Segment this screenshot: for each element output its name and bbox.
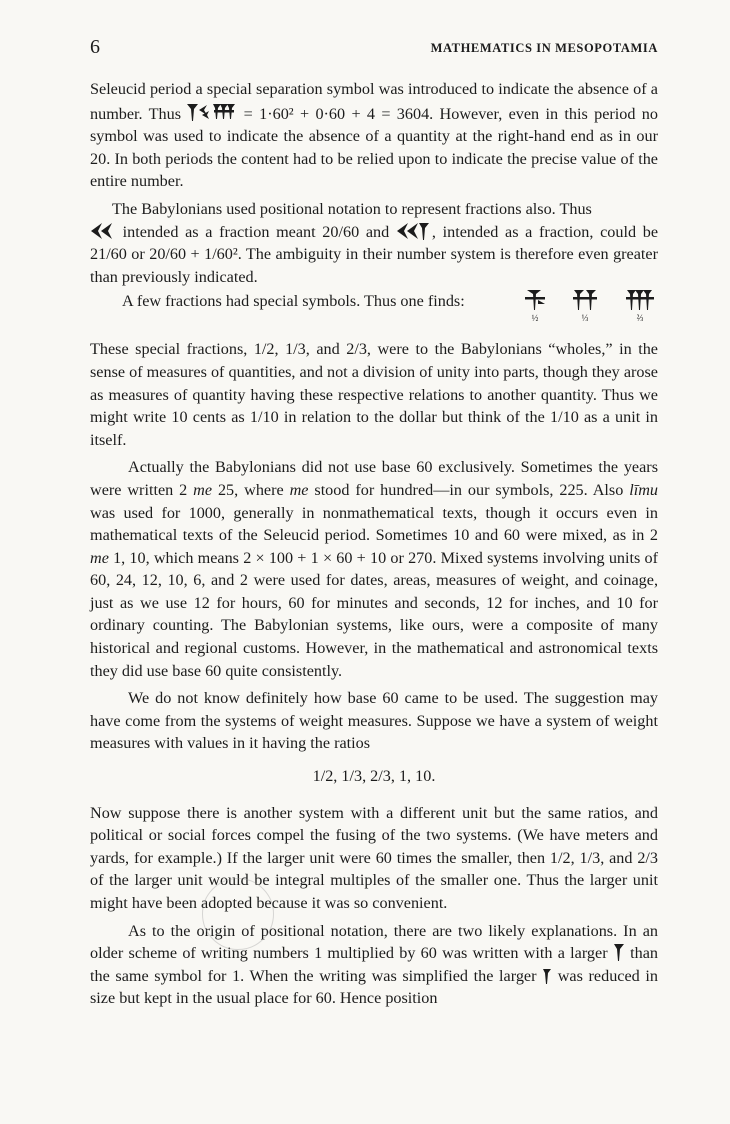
paragraph-1: Seleucid period a special separation symbol was introduced to indicate the absence of a number. Thus = 1·60² + 0·60 + 4 = 3604. However, even in this period no symbol was used to indicate the absence of a quantity at the right-hand end as in our 20. In both periods the content had to be relied upon to indicate the precise value of the entire number. xyxy=(90,80,658,191)
paragraph-3: These special fractions, 1/2, 1/3, and 2/3, were to the Babylonians “wholes,” in the sense of measures of quantities, and not a division of unity into parts, though they arose as measures of quantity having these respective relations to another quantity. Thus we might write 10 cents as 1/10 in relation to the dollar but think of the 1/10 as a unit in itself. xyxy=(90,340,658,449)
cuneiform-two-thirds-icon xyxy=(626,288,654,312)
page-body xyxy=(90,78,658,1010)
cuneiform-third-icon xyxy=(572,288,598,312)
paragraph-5: We do not know definitely how base 60 came to be used. The suggestion may have come from the systems of weight measures. Suppose we have a system of weight measures with values in it having the ratios xyxy=(90,689,658,753)
page-header xyxy=(90,36,658,62)
page-number: 6 xyxy=(90,36,100,58)
paragraph-7: As to the origin of positional notation, there are two likely explanations. In an older scheme of writing numbers 1 multiplied by 60 was written with a larger than the same symbol for 1. When the writing was simplified the larger was reduced in size but kept in the usual place for 60. Hence position xyxy=(90,921,658,1008)
fractions-lead-text: A few fractions had special symbols. Thus one finds: xyxy=(122,292,465,311)
cuneiform-3604-icon xyxy=(187,101,237,123)
fraction-label: ⅔ xyxy=(636,313,644,324)
fraction-symbols-row xyxy=(90,288,658,336)
cuneiform-large-one-icon xyxy=(613,942,625,962)
paragraph-2: The Babylonians used positional notation to represent fractions also. Thus intended as a fraction meant 20/60 and , intended as a fraction, could be 21/60 or 20/60 + 1/60². The ambiguity in their number system is therefore even greater than previously indicated. xyxy=(90,199,659,286)
cuneiform-half-icon xyxy=(523,288,547,312)
fraction-label: ½ xyxy=(531,313,539,324)
paragraph-4: Actually the Babylonians did not use base 60 exclusively. Sometimes the years were written 2 me 25, where me stood for hundred—in our symbols, 225. Also līmu was used for 1000, generally in nonmathematical texts, though it occurs even in mathematical texts of the Seleucid period. Sometimes 10 and 60 were mixed, as in 2 me 1, 10, which means 2 × 100 + 1 × 60 + 10 or 270. Mixed systems involving units of 60, 24, 12, 10, 6, and 2 were used for dates, areas, measures of weight, and coinage, just as we use 12 for hours, 60 for minutes and seconds, 12 for inches, and 10 for ordinary counting. The Babylonian systems, like ours, were a composite of many historical and regional customs. However, in the mathematical and astronomical texts they did use base 60 quite consistently. xyxy=(90,458,659,680)
cuneiform-twenty-one-icon xyxy=(396,221,432,241)
fraction-label: ⅓ xyxy=(581,313,589,324)
fraction-two-thirds-symbol xyxy=(625,288,655,324)
running-title: MATHEMATICS IN MESOPOTAMIA xyxy=(430,41,658,55)
fraction-third-symbol xyxy=(570,288,600,324)
ratios-line: 1/2, 1/3, 2/3, 1, 10. xyxy=(312,767,436,786)
paragraph-6: Now suppose there is another system with a different unit but the same ratios, and political or social forces compel the fusing of the two systems. (We have meters and yards, for example.) If the larger unit were 60 times the smaller, then 1/2, 1/3, and 2/3 of the larger unit would be integral multiples of the smaller one. Thus the larger unit might have been adopted because it was so convenient. xyxy=(90,803,658,912)
cuneiform-small-one-icon xyxy=(542,967,552,985)
fraction-half-symbol xyxy=(520,288,550,324)
cuneiform-twenty-icon xyxy=(90,221,116,241)
